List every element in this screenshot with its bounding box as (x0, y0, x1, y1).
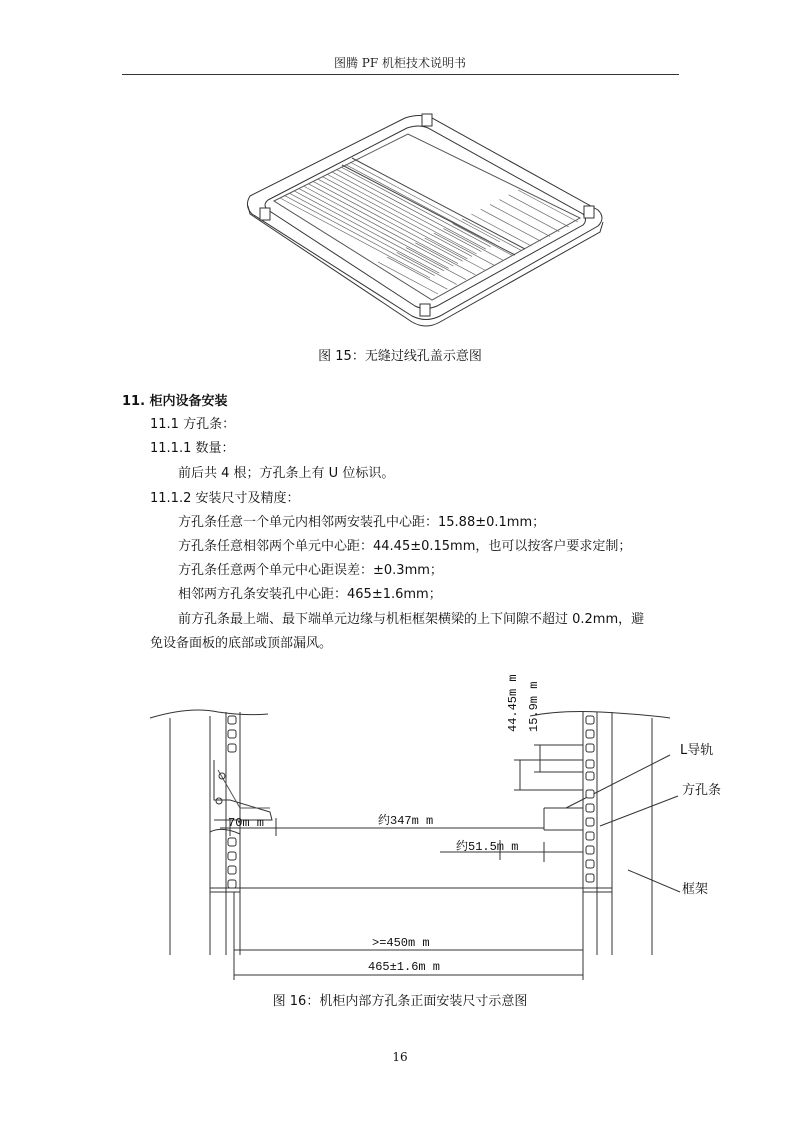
square-hole (586, 804, 594, 812)
dim-unit-pitch-label: 44.45m m (506, 674, 520, 732)
section-heading: 11. 柜内设备安装 (122, 394, 228, 409)
spec-unit-error: 方孔条任意两个单元中心距误差：±0.3mm； (178, 563, 443, 578)
label-frame: 框架 (682, 882, 709, 897)
figure-15-cable-cover-drawing (0, 108, 800, 333)
spec-unit-pitch: 方孔条任意相邻两个单元中心距：44.45±0.15mm，也可以按客户要求定制； (178, 539, 632, 554)
square-hole (228, 716, 236, 724)
spec-gap-line2: 免设备面板的底部或顶部漏风。 (150, 636, 333, 651)
figure-15-caption: 图 15：无缝过线孔盖示意图 (318, 349, 482, 364)
leader-rail (566, 755, 670, 808)
square-hole (586, 874, 594, 882)
leader-frame (628, 870, 680, 892)
cover-slat (336, 169, 486, 249)
cover-slat (313, 181, 463, 261)
square-hole (228, 838, 236, 846)
running-header: 图腾 PF 机柜技术说明书 (333, 56, 467, 70)
right-square-holes (586, 716, 594, 882)
quantity-text: 前后共 4 根；方孔条上有 U 位标识。 (178, 466, 395, 481)
cover-slat (299, 188, 449, 268)
left-l-rail (214, 760, 272, 820)
cover-slat (406, 248, 466, 280)
cover-slat (322, 176, 472, 256)
square-hole (586, 860, 594, 868)
square-hole (586, 730, 594, 738)
cover-slat (490, 204, 550, 236)
square-hole (228, 880, 236, 888)
square-hole (586, 760, 594, 768)
figure-16-strip-drawing (0, 660, 800, 980)
clip-left (260, 208, 270, 220)
cover-slat (280, 198, 430, 278)
cover-slat (509, 195, 569, 227)
header-rule (122, 74, 679, 75)
cover-slat (308, 184, 458, 264)
label-square-strip: 方孔条 (682, 783, 722, 798)
square-hole (586, 832, 594, 840)
dim-70-label: 70m m (228, 816, 265, 830)
subsection-11-1: 11.1 方孔条： (150, 417, 236, 432)
cover-slat (331, 172, 481, 252)
cover-slat (350, 162, 500, 242)
dim-347-label: 约347m m (378, 814, 434, 828)
clip-right (584, 206, 594, 218)
page-number: 16 (392, 1050, 408, 1064)
clip-top (422, 114, 432, 126)
cover-slat (345, 164, 495, 244)
square-hole (586, 716, 594, 724)
cover-slat (289, 193, 439, 273)
dim-465-label: 465±1.6m m (368, 960, 441, 974)
cover-slat (341, 167, 491, 247)
cover-slat (397, 252, 457, 284)
square-hole (228, 866, 236, 874)
dim-hole-pitch-label: 15.9m m (527, 681, 541, 732)
label-l-rail: L导轨 (680, 743, 714, 758)
clip-bottom (420, 304, 430, 316)
square-hole (228, 852, 236, 860)
square-hole (586, 744, 594, 752)
square-hole (228, 730, 236, 738)
cover-slat (499, 200, 559, 232)
cover-slat (378, 262, 438, 294)
spec-gap-line1: 前方孔条最上端、最下端单元边缘与机柜框架横梁的上下间隙不超过 0.2mm，避 (178, 612, 645, 627)
right-l-rail (544, 808, 583, 830)
cover-slat (303, 186, 453, 266)
square-hole (586, 772, 594, 780)
square-hole (228, 744, 236, 752)
subsection-11-1-1: 11.1.1 数量： (150, 441, 235, 456)
cover-inner-rim (265, 126, 586, 309)
subsection-11-1-2: 11.1.2 安装尺寸及精度： (150, 491, 300, 506)
cover-slat (327, 174, 477, 254)
spec-hole-pitch: 方孔条任意一个单元内相邻两安装孔中心距：15.88±0.1mm； (178, 515, 546, 530)
spec-strip-distance: 相邻两方孔条安装孔中心距：465±1.6mm； (178, 587, 442, 602)
figure-16-caption: 图 16：机柜内部方孔条正面安装尺寸示意图 (272, 994, 528, 1009)
square-hole (586, 790, 594, 798)
dim-450-label: >=450m m (372, 936, 430, 950)
cover-slat (387, 257, 447, 289)
cover-slats (280, 162, 578, 294)
square-hole (586, 818, 594, 826)
square-hole (586, 846, 594, 854)
left-square-holes (228, 716, 236, 888)
dim-51-label: 约51.5m m (456, 840, 519, 854)
